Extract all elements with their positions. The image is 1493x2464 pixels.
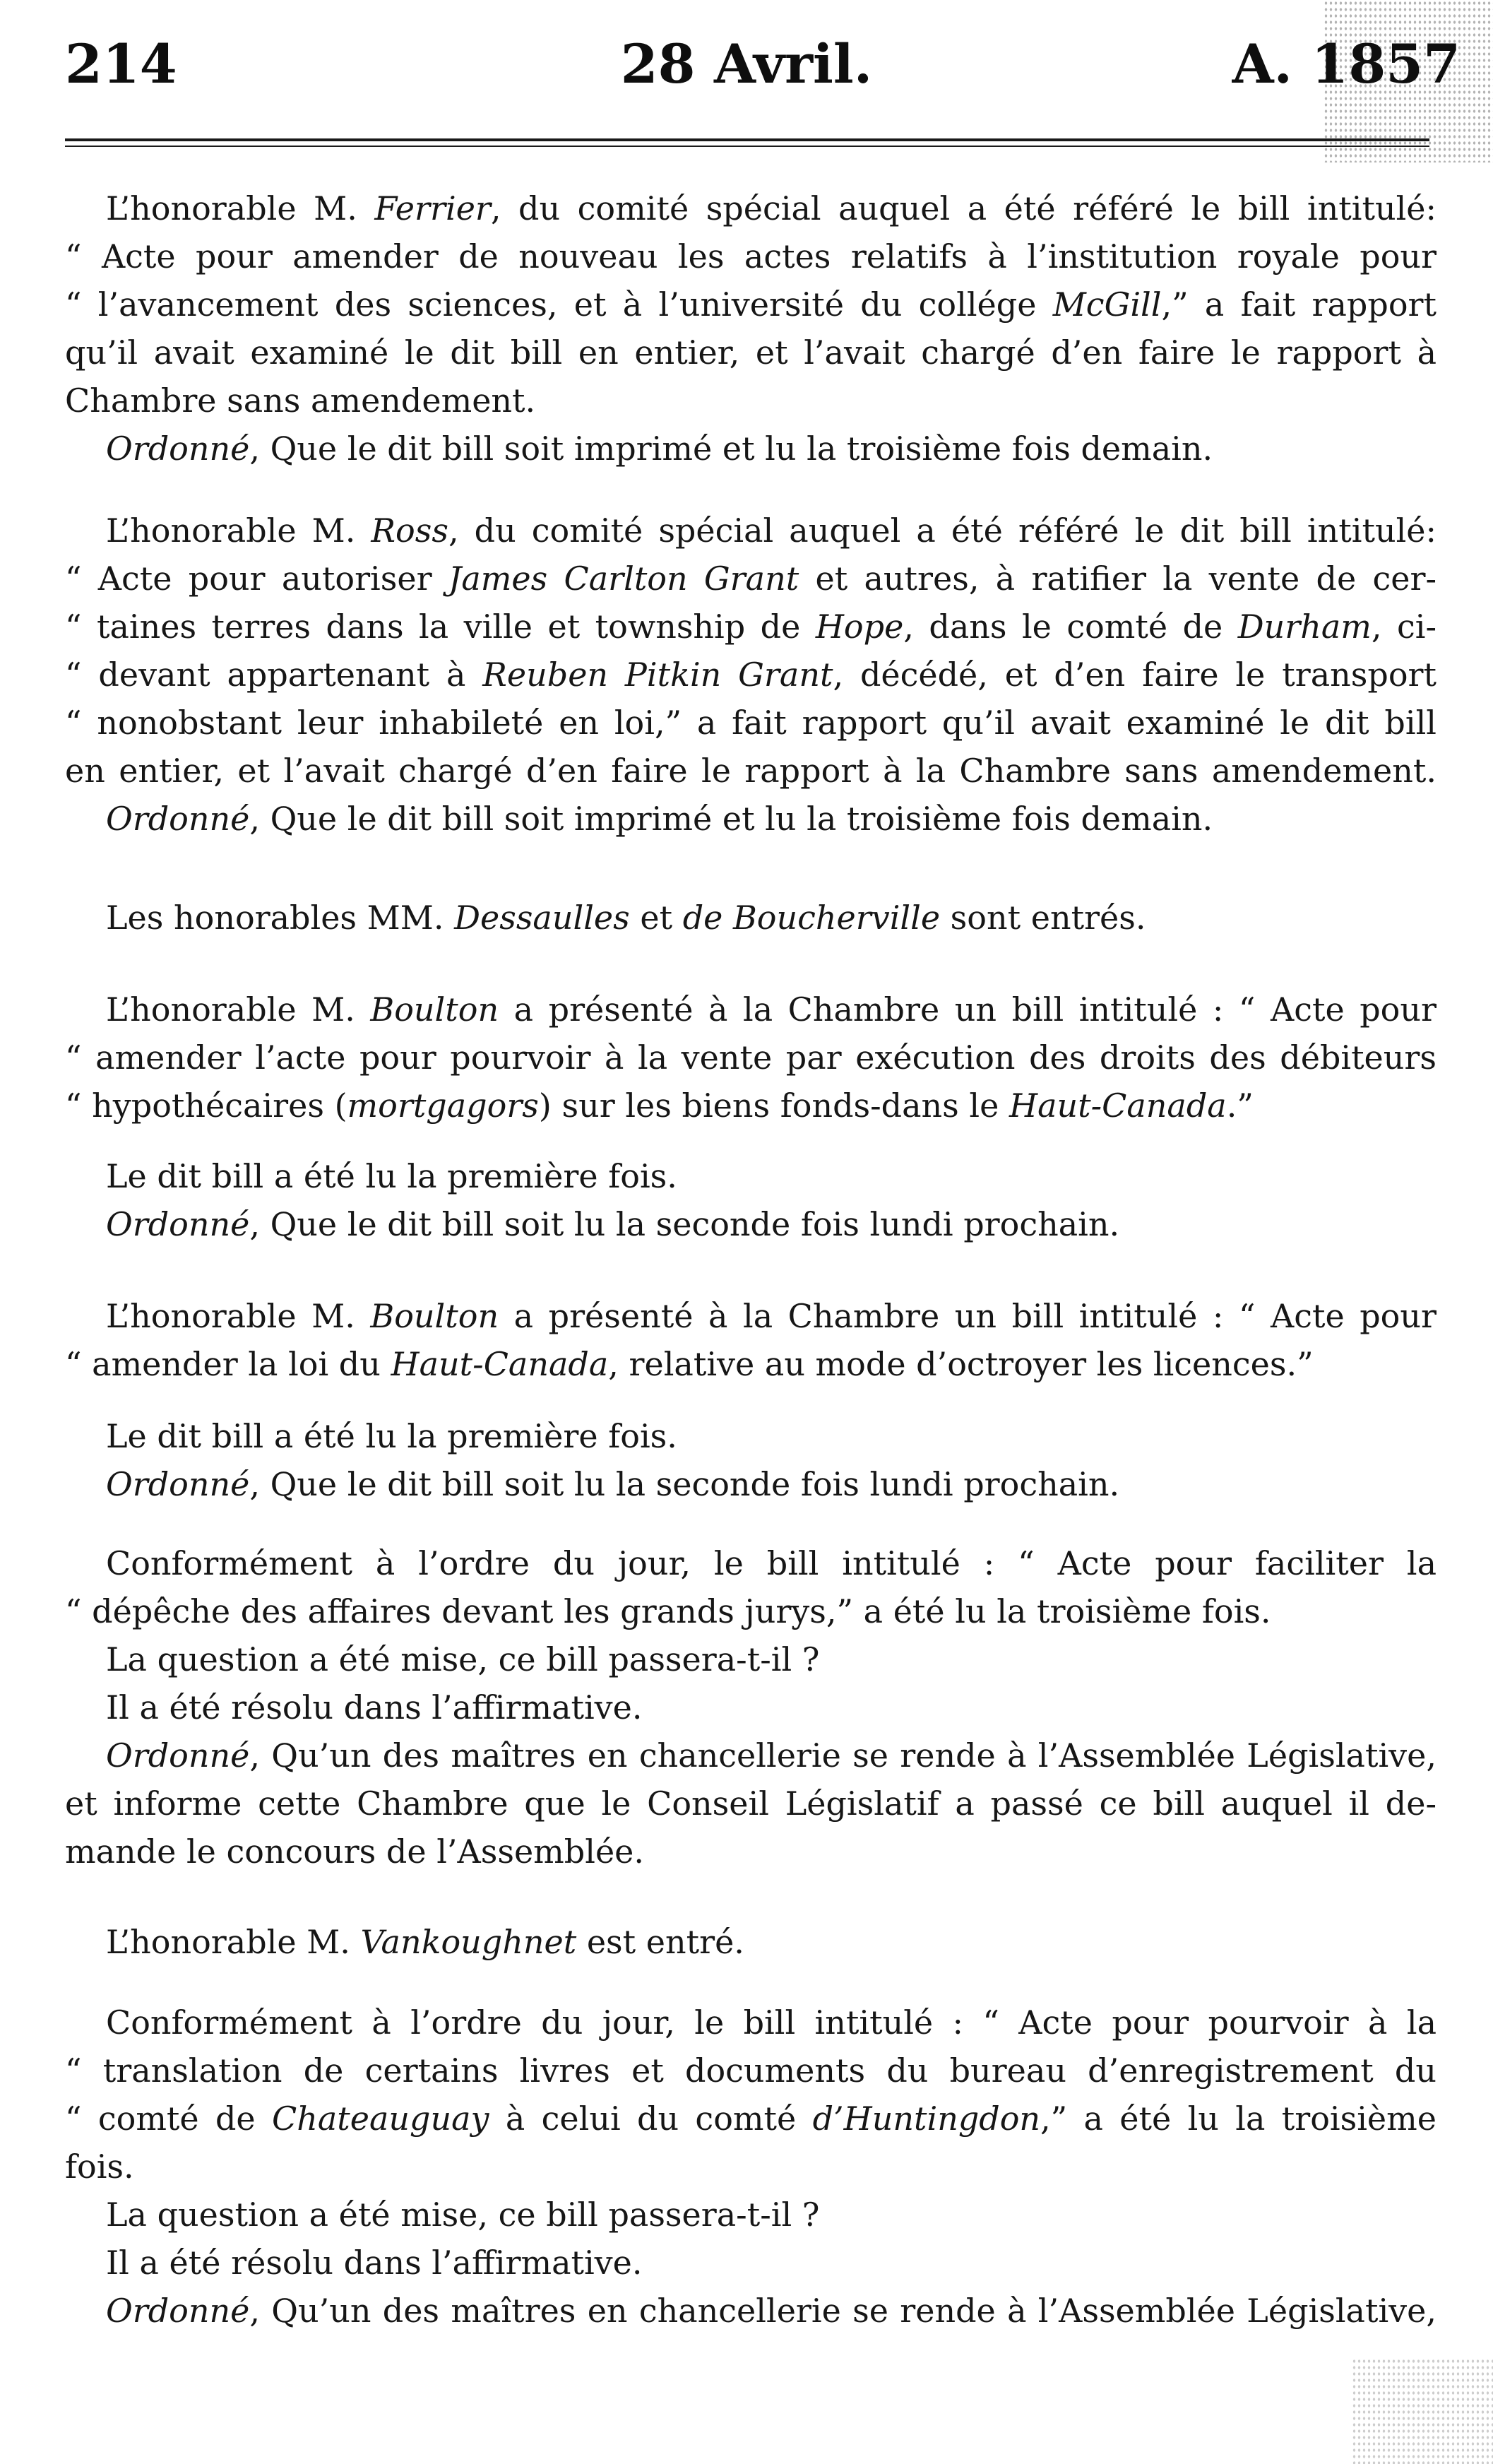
text-line: Les honorables MM. Dessaulles et de Boucherville sont entrés. — [106, 899, 1146, 937]
text-line: “ nonobstant leur inhabileté en loi,” a fait rapport qu’il avait examiné le dit bill — [65, 704, 1437, 742]
text-line: Chambre sans amendement. — [65, 381, 536, 420]
text-line: “ l’avancement des sciences, et à l’université du collége McGill,” a fait rapport — [65, 285, 1437, 324]
text-line: L’honorable M. Ferrier, du comité spécial auquel a été référé le bill intitulé: — [106, 189, 1437, 227]
text-line: “ Acte pour amender de nouveau les actes relatifs à l’institution royale pour — [65, 237, 1437, 276]
running-head-date: 28 Avril. — [620, 32, 873, 95]
text-line: Conformément à l’ordre du jour, le bill intitulé : “ Acte pour pourvoir à la — [106, 2003, 1437, 2042]
text-line: Ordonné, Que le dit bill soit lu la seconde fois lundi prochain. — [106, 1465, 1120, 1503]
text-line: Le dit bill a été lu la première fois. — [106, 1157, 677, 1195]
text-line: “ comté de Chateauguay à celui du comté d’Huntingdon,” a été lu la troisième — [65, 2099, 1437, 2138]
text-line: qu’il avait examiné le dit bill en entier, et l’avait chargé d’en faire le rapport à — [65, 333, 1437, 372]
text-line: Conformément à l’ordre du jour, le bill intitulé : “ Acte pour faciliter la — [106, 1544, 1437, 1582]
text-line: et informe cette Chambre que le Conseil Législatif a passé ce bill auquel il de- — [65, 1784, 1437, 1823]
page-number: 214 — [65, 32, 177, 95]
text-line: “ amender la loi du Haut-Canada, relative au mode d’octroyer les licences.” — [65, 1345, 1314, 1383]
text-line: La question a été mise, ce bill passera-t-il ? — [106, 2196, 820, 2234]
text-line: en entier, et l’avait chargé d’en faire le rapport à la Chambre sans amendement. — [65, 752, 1437, 790]
text-line: L’honorable M. Boulton a présenté à la Chambre un bill intitulé : “ Acte pour — [106, 1297, 1437, 1335]
text-line: L’honorable M. Vankoughnet est entré. — [106, 1923, 744, 1961]
text-line: mande le concours de l’Assemblée. — [65, 1832, 645, 1871]
text-line: L’honorable M. Ross, du comité spécial auquel a été référé le dit bill intitulé: — [106, 511, 1437, 550]
text-line: “ taines terres dans la ville et township de Hope, dans le comté de Durham, ci- — [65, 608, 1437, 646]
text-line: Ordonné, Qu’un des maîtres en chancellerie se rende à l’Assemblée Législative, — [106, 1736, 1437, 1775]
text-line: Le dit bill a été lu la première fois. — [106, 1417, 677, 1455]
scan-noise — [1352, 2358, 1493, 2464]
text-line: “ translation de certains livres et documents du bureau d’enregistrement du — [65, 2051, 1437, 2090]
header-rule — [65, 146, 1429, 147]
text-line: “ hypothécaires (mortgagors) sur les biens fonds-dans le Haut-Canada.” — [65, 1086, 1254, 1125]
text-line: “ devant appartenant à Reuben Pitkin Grant, décédé, et d’en faire le transport — [65, 656, 1437, 694]
text-line: “ Acte pour autoriser James Carlton Grant et autres, à ratifier la vente de cer- — [65, 559, 1437, 598]
header-rule — [65, 138, 1429, 141]
text-line: Ordonné, Qu’un des maîtres en chancellerie se rende à l’Assemblée Législative, — [106, 2292, 1437, 2330]
text-line: Ordonné, Que le dit bill soit lu la seconde fois lundi prochain. — [106, 1205, 1120, 1243]
text-line: fois. — [65, 2148, 134, 2186]
text-line: Il a été résolu dans l’affirmative. — [106, 2244, 643, 2282]
text-line: Ordonné, Que le dit bill soit imprimé et lu la troisième fois demain. — [106, 800, 1213, 838]
text-line: “ dépêche des affaires devant les grands jurys,” a été lu la troisième fois. — [65, 1592, 1271, 1630]
text-line: “ amender l’acte pour pourvoir à la vente par exécution des droits des débiteurs — [65, 1038, 1437, 1077]
running-head-year: A. 1857 — [1232, 32, 1461, 95]
text-line: La question a été mise, ce bill passera-t-il ? — [106, 1640, 820, 1678]
text-line: Ordonné, Que le dit bill soit imprimé et lu la troisième fois demain. — [106, 430, 1213, 468]
text-line: L’honorable M. Boulton a présenté à la Chambre un bill intitulé : “ Acte pour — [106, 990, 1437, 1029]
text-line: Il a été résolu dans l’affirmative. — [106, 1688, 643, 1726]
